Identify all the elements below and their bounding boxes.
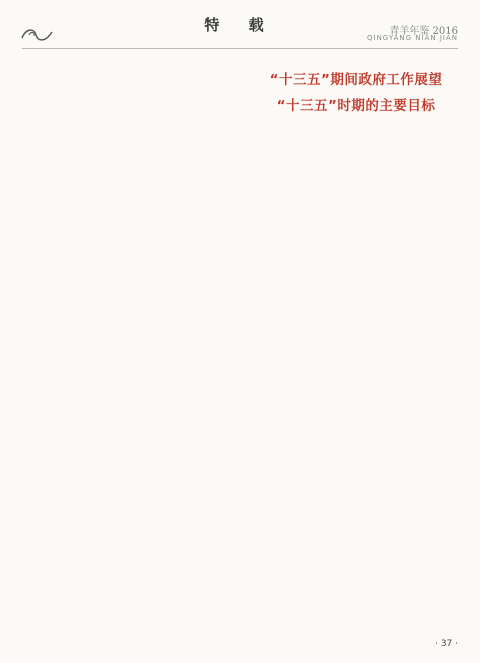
page-title: 特 载 xyxy=(204,16,276,34)
right-column xyxy=(253,62,459,622)
section-heading: “十三五”期间政府工作展望 xyxy=(269,72,443,88)
section-heading: “十三五”时期的主要目标 xyxy=(276,98,436,115)
left-column xyxy=(25,62,236,622)
yearbook-name: 青羊年鉴 2016 xyxy=(389,26,458,37)
yearbook-name-pinyin: QINGYANG NIAN JIAN xyxy=(367,34,458,42)
header-rule xyxy=(22,48,458,49)
page-header xyxy=(0,0,480,62)
page-number: · 37 · xyxy=(435,639,458,649)
